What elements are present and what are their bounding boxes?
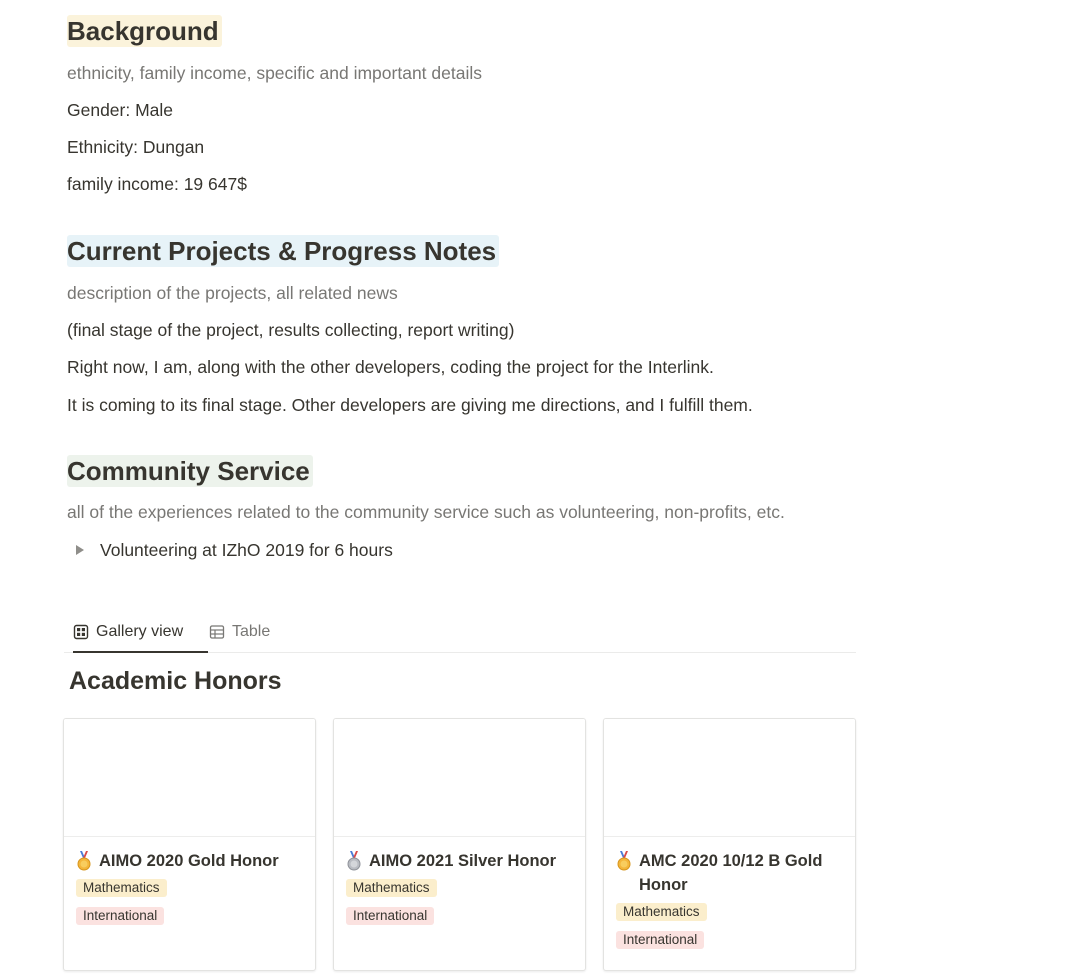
toggle-arrow-icon[interactable] [76,545,84,555]
tab-gallery-view[interactable] [73,612,208,652]
toggle-block[interactable] [67,538,393,562]
card-title: AMC 2020 10/12 B Gold Honor [639,852,823,894]
card-cover [334,719,585,837]
view-tabs [64,612,856,653]
card-title: AIMO 2021 Silver Honor [369,852,557,870]
projects-line-1: (final stage of the project, results collecting, report writing) [67,320,515,340]
table-icon [209,624,225,640]
gold-medal-icon [616,851,632,871]
gallery-card[interactable] [603,718,856,971]
tag-international: International [346,907,434,925]
ethnicity-line: Ethnicity: Dungan [67,137,205,157]
community-description: all of the experiences related to the community service such as volunteering, non-profits, etc. [67,502,785,522]
card-title: AIMO 2020 Gold Honor [99,852,279,870]
tab-table[interactable] [209,612,270,652]
gallery-card[interactable] [333,718,586,971]
tab-table-label: Table [232,623,271,640]
gallery-card[interactable] [63,718,316,971]
background-heading: Background [67,15,222,47]
gender-line: Gender: Male [67,100,174,120]
toggle-label[interactable]: Volunteering at IZhO 2019 for 6 hours [100,540,393,560]
family-income-line: family income: 19 647$ [67,174,247,194]
tag-mathematics: Mathematics [346,879,437,897]
tag-mathematics: Mathematics [616,903,707,921]
gallery-title: Academic Honors [69,667,282,695]
background-description: ethnicity, family income, specific and important details [67,63,482,83]
gallery-icon [73,624,89,640]
tag-international: International [616,931,704,949]
community-heading: Community Service [67,455,313,487]
tag-mathematics: Mathematics [76,879,167,897]
card-cover [604,719,855,837]
projects-heading: Current Projects & Progress Notes [67,235,499,267]
silver-medal-icon [346,851,362,871]
tag-international: International [76,907,164,925]
gold-medal-icon [76,851,92,871]
projects-description: description of the projects, all related news [67,283,398,303]
card-cover [64,719,315,837]
projects-line-2: Right now, I am, along with the other developers, coding the project for the Interlink. [67,357,714,377]
projects-line-3: It is coming to its final stage. Other developers are giving me directions, and I fulfill them. [67,395,753,415]
tab-gallery-label: Gallery view [96,623,184,640]
